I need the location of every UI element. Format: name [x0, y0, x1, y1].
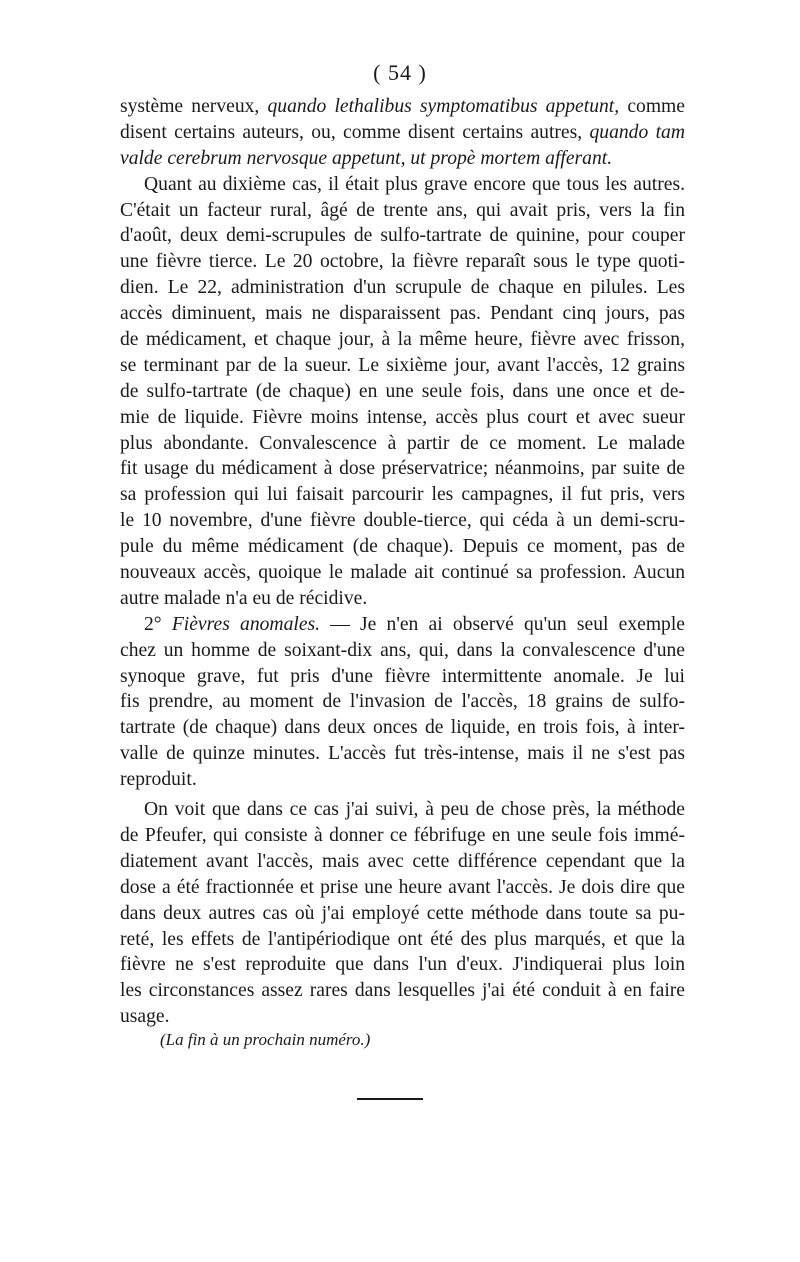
text-segment: synoque grave, fut pris d'une fièvre intermittente anomale. Je lui: [120, 665, 685, 687]
body-text: [120, 94, 685, 1030]
text-segment: 2°: [144, 613, 172, 635]
text-line: [120, 431, 685, 457]
page-number: ( 54 ): [373, 60, 427, 85]
text-segment: comme: [619, 96, 685, 117]
text-segment: le 10 novembre, d'une fièvre double-tierce, qui céda à un demi-scru-: [120, 510, 685, 532]
text-line: [120, 586, 685, 612]
text-segment: quando lethalibus symptomatibus appetunt,: [267, 96, 620, 117]
text-segment: nouveaux accès, quoique le malade ait continué sa profession. Aucun: [120, 562, 685, 584]
text-line: [120, 901, 685, 927]
continuation-note: (La fin à un prochain numéro.): [160, 1030, 371, 1049]
text-segment: Quant au dixième cas, il était plus grave encore que tous les autres.: [144, 173, 685, 195]
text-line: [120, 482, 685, 508]
text-line: [120, 534, 685, 560]
text-line: [120, 172, 685, 198]
text-segment: usage.: [120, 1006, 170, 1028]
text-segment: C'était un facteur rural, âgé de trente ans, qui avait pris, vers la fin: [120, 199, 685, 221]
text-segment: reproduit.: [120, 769, 197, 791]
text-segment: accès diminuent, mais ne disparaissent pas. Pendant cinq jours, pas: [120, 303, 685, 325]
text-line: [120, 560, 685, 586]
text-line: [120, 456, 685, 482]
text-line: [120, 353, 685, 379]
text-line: [120, 146, 685, 172]
text-segment: valde cerebrum nervosque appetunt, ut propè mortem afferant.: [120, 147, 613, 169]
text-segment: — Je n'en ai observé qu'un seul exemple: [320, 613, 685, 635]
text-segment: chez un homme de soixant-dix ans, qui, dans la convalescence d'une: [120, 639, 685, 661]
text-segment: dose a été fractionnée et prise une heure avant l'accès. Je dois dire que: [120, 876, 685, 898]
text-line: [120, 223, 685, 249]
text-segment: de Pfeufer, qui consiste à donner ce fébrifuge en une seule fois immé-: [120, 824, 685, 846]
text-line: [120, 638, 685, 664]
text-line: [120, 94, 685, 120]
text-line: [120, 952, 685, 978]
text-line: [120, 715, 685, 741]
text-segment: disent certains auteurs, ou, comme disent certains autres,: [120, 121, 590, 143]
text-segment: pule du même médicament (de chaque). Depuis ce moment, pas de: [120, 536, 685, 558]
text-line: [120, 405, 685, 431]
text-line: [120, 741, 685, 767]
text-segment: se terminant par de la sueur. Le sixième jour, avant l'accès, 12 grains: [120, 354, 685, 376]
text-line: [120, 767, 685, 793]
text-segment: diatement avant l'accès, mais avec cette différence cependant que la: [120, 850, 685, 872]
text-line: [120, 327, 685, 353]
text-line: [120, 249, 685, 275]
text-segment: de sulfo-tartrate (de chaque) en une seule fois, dans une once et de-: [120, 380, 685, 402]
text-line: [120, 823, 685, 849]
text-segment: sa profession qui lui faisait parcourir les campagnes, il fut pris, vers: [120, 484, 685, 506]
text-segment: tartrate (de chaque) dans deux onces de liquide, en trois fois, à inter-: [120, 717, 685, 739]
text-segment: autre malade n'a eu de récidive.: [120, 587, 368, 609]
text-line: [120, 664, 685, 690]
text-segment: fis prendre, au moment de l'invasion de l'accès, 18 grains de sulfo-: [120, 691, 685, 713]
text-segment: fit usage du médicament à dose préservatrice; néanmoins, par suite de: [120, 458, 685, 480]
text-segment: une fièvre tierce. Le 20 octobre, la fièvre reparaît sous le type quoti-: [120, 251, 685, 273]
text-line: [120, 275, 685, 301]
text-line: [120, 978, 685, 1004]
text-line: [120, 120, 685, 146]
text-line: [120, 1004, 685, 1030]
text-line: [120, 927, 685, 953]
text-segment: reté, les effets de l'antipériodique ont été des plus marqués, et que la: [120, 928, 685, 950]
text-line: [120, 849, 685, 875]
text-segment: On voit que dans ce cas j'ai suivi, à peu de chose près, la méthode: [144, 799, 685, 821]
text-line: [120, 301, 685, 327]
text-segment: plus abondante. Convalescence à partir de ce moment. Le malade: [120, 432, 685, 454]
text-segment: les circonstances assez rares dans lesquelles j'ai été conduit à en faire: [120, 980, 685, 1002]
text-segment: dans deux autres cas où j'ai employé cette méthode dans toute sa pu-: [120, 902, 685, 924]
text-line: [120, 198, 685, 224]
text-segment: dien. Le 22, administration d'un scrupule de chaque en pilules. Les: [120, 277, 685, 299]
text-segment: système nerveux,: [120, 96, 268, 117]
text-segment: valle de quinze minutes. L'accès fut très-intense, mais il ne s'est pas: [120, 743, 685, 765]
text-line: [120, 508, 685, 534]
text-line: [120, 612, 685, 638]
text-segment: quando tam: [589, 121, 685, 143]
end-rule: [357, 1098, 423, 1100]
text-line: [120, 875, 685, 901]
text-segment: fièvre ne s'est reproduite que dans l'un d'eux. J'indiquerai plus loin: [120, 954, 685, 976]
text-segment: mie de liquide. Fièvre moins intense, accès plus court et avec sueur: [120, 406, 685, 428]
text-segment: de médicament, et chaque jour, à la même heure, fièvre avec frisson,: [120, 329, 685, 351]
text-line: [120, 689, 685, 715]
text-segment: d'août, deux demi-scrupules de sulfo-tartrate de quinine, pour couper: [120, 225, 685, 247]
text-line: [120, 797, 685, 823]
text-line: [120, 379, 685, 405]
text-segment: Fièvres anomales.: [171, 613, 321, 635]
